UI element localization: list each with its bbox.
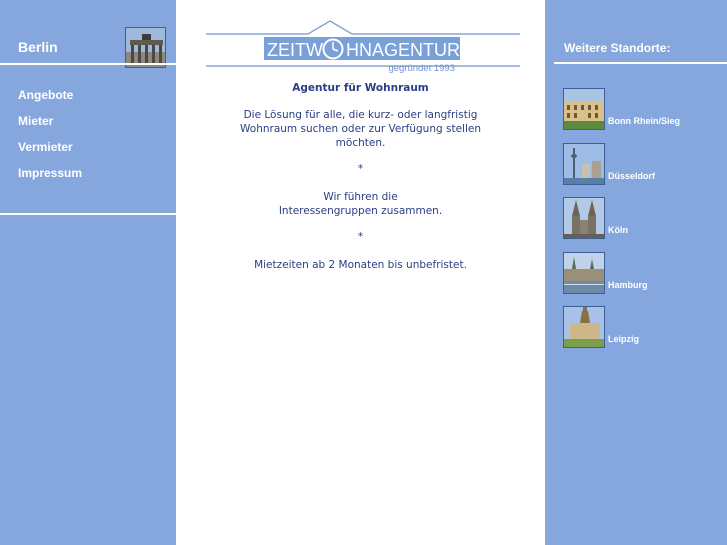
location-label: Köln bbox=[608, 225, 628, 235]
nav-mieter[interactable]: Mieter bbox=[18, 114, 54, 128]
main-heading: Agentur für Wohnraum bbox=[292, 82, 429, 94]
locations-title: Weitere Standorte: bbox=[564, 41, 671, 55]
logo-text-left: ZEITW bbox=[267, 40, 323, 60]
duesseldorf-photo bbox=[563, 143, 605, 185]
left-sidebar bbox=[0, 0, 176, 545]
leipzig-photo bbox=[563, 306, 605, 348]
nav-angebote[interactable]: Angebote bbox=[18, 88, 74, 102]
city-title: Berlin bbox=[18, 39, 58, 55]
separator-1: * bbox=[357, 163, 364, 175]
location-label: Bonn Rhein/Sieg bbox=[608, 116, 680, 126]
para2-line-1: Wir führen die bbox=[323, 191, 398, 203]
clock-icon bbox=[323, 39, 343, 59]
intro-line-3: möchten. bbox=[335, 137, 386, 149]
intro-line-2: Wohnraum suchen oder zur Verfügung stellen bbox=[240, 123, 481, 135]
logo-text-right: HNAGENTUR bbox=[346, 40, 461, 60]
nav-vermieter[interactable]: Vermieter bbox=[18, 140, 73, 154]
right-divider bbox=[554, 62, 727, 64]
para2-line-2: Interessengruppen zusammen. bbox=[278, 205, 443, 217]
logo-subtitle: gegründet 1993 bbox=[388, 63, 455, 74]
separator-2: * bbox=[357, 231, 364, 243]
brandenburger-tor-photo bbox=[125, 27, 166, 68]
koeln-photo bbox=[563, 197, 605, 239]
para3: Mietzeiten ab 2 Monaten bis unbefristet. bbox=[254, 259, 467, 271]
location-label: Leipzig bbox=[608, 334, 639, 344]
intro-line-1: Die Lösung für alle, die kurz- oder langfristig bbox=[243, 109, 478, 121]
logo[interactable] bbox=[206, 18, 520, 74]
sidebar-divider-bottom bbox=[0, 213, 176, 215]
location-label: Düsseldorf bbox=[608, 171, 656, 181]
hamburg-photo bbox=[563, 252, 605, 294]
location-label: Hamburg bbox=[608, 280, 648, 290]
sidebar-divider-top bbox=[0, 63, 176, 65]
nav-impressum[interactable]: Impressum bbox=[18, 166, 83, 180]
bonn-photo bbox=[563, 88, 605, 130]
